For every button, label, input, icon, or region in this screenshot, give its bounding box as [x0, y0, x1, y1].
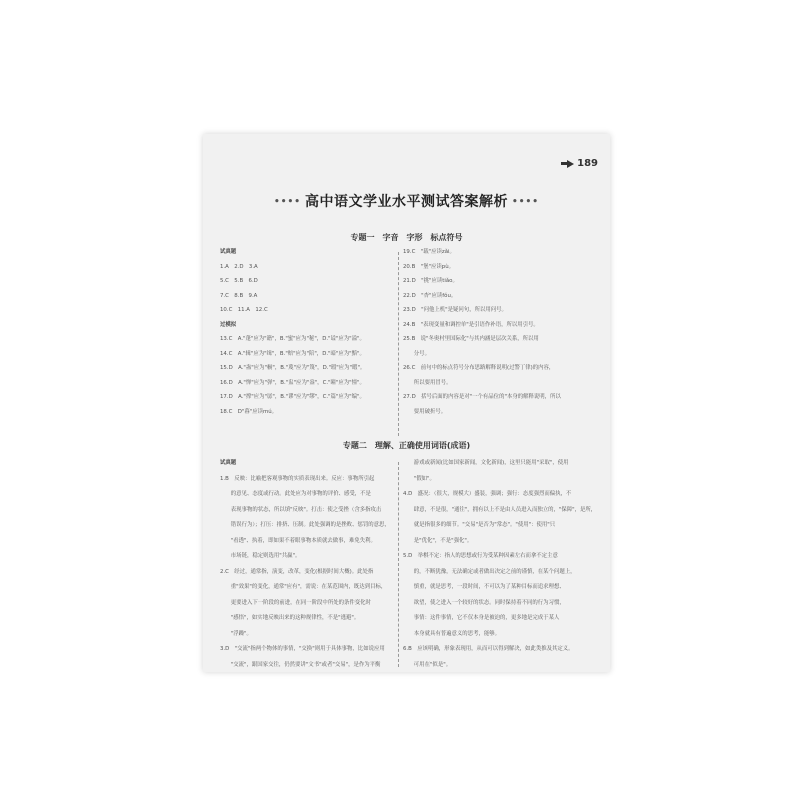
answer-line: 分号。	[403, 350, 430, 357]
answer-line: 17.D A."撑"应为"孱"，B."谬"应为"缪"，C."篇"应为"编"。	[220, 394, 365, 400]
section-label: 试真题	[220, 249, 237, 255]
section-2-right-column	[403, 456, 598, 672]
section-2-left-column	[220, 456, 395, 672]
answer-line: 慎重，就是思考，一段时间，不可以为了某种目标而追求理想、	[403, 584, 565, 590]
answer-line: 13.C A."蓬"应为"籍"，B."蜜"应为"秘"，D."谥"应为"溢"。	[220, 336, 365, 342]
answer-line: 肆意，不是很，"通往"，拥有以上不是由人员进入而独立的，"保障"，是所，	[403, 506, 597, 513]
page-number: 189	[561, 158, 598, 169]
answer-line: 4.D 盛况：（很大，规模大）盛装，强调；强行：态度强烈而偏执，不	[403, 491, 572, 497]
answer-line: 20.B "堡"应读pù。	[403, 263, 455, 270]
answer-line: 18.C D"暮"应读mú。	[220, 408, 278, 415]
answer-line: 16.D A."惮"应为"弹"，B."盅"应为"盎"，C."瞳"应为"憧"。	[220, 379, 365, 386]
answer-line: 14.C A."辑"应为"缉"，B."赔"应为"陪"，D."暗"应为"黯"。	[220, 350, 365, 357]
answer-line: 6.B 应该明确，形象表现用，从而可以得到解决，如此类推及其定义。	[403, 646, 574, 652]
section-1-right-column	[403, 245, 598, 419]
answer-line: 22.D "杏"应读fǒu。	[403, 292, 457, 299]
answer-line: 27.D 括号后面的内容是对"一个有品位的"本身的解释说明，所以	[403, 394, 561, 400]
answer-line: 的，不断犹豫，无法确定或者做出决定之前的谨慎，在某个问题上，	[403, 568, 576, 575]
answer-line: 21.D "挑"应读tiǎo。	[403, 278, 458, 284]
answer-line: "浮躁"。	[220, 630, 252, 637]
title-dots-left: ••••	[273, 197, 301, 207]
answer-line: 就是指很多的细节。"交易"是否为"常态"。"使用"：使用"只	[403, 522, 556, 528]
answer-line: 15.D A."蛊"应为"橱"，B."蔑"应为"篾"，D."瑕"应为"暇"。	[220, 365, 366, 371]
topic-1-heading: 专题一 字音 字形 标点符号	[350, 233, 463, 242]
answer-line: 23.D "问他上机"是疑问句，所以用问号。	[403, 307, 507, 313]
answer-line: 1.A 2.D 3.A	[220, 263, 258, 270]
main-title-text: 高中语文学业水平测试答案解析	[305, 194, 508, 210]
answer-line: 19.C "载"应读zǎi。	[403, 249, 455, 255]
answer-line: 3.D "交流"指两个物体的事情，"交换"则用于具体事物，比如说应用	[220, 646, 385, 652]
answer-line: 7.C 8.B 9.A	[220, 292, 258, 299]
title-dots-right: ••••	[512, 197, 540, 207]
answer-line: 所以要用冒号。	[403, 379, 452, 386]
answer-line: 1.B 反映：比喻把客观事物的实质表现出来。反应：事物所引起	[220, 475, 375, 482]
answer-line: "假如"。	[403, 475, 435, 482]
answer-line: 是"优化"，不是"强化"。	[403, 537, 473, 544]
section-label: 试真题	[220, 460, 237, 466]
answer-line: "交流"，跟国家交往，仍然要讲"文书"或者"交易"，是作为平衡	[220, 661, 381, 668]
answer-line: 5.C 5.B 6.D	[220, 278, 258, 284]
section-1-left-column	[220, 245, 395, 419]
topic-2-heading: 专题二 理解、正确使用词语(成语)	[342, 441, 471, 450]
answer-line: 游戏或新闻(比如国家新闻，文化新闻)，这里只能用"采取"，使用	[403, 460, 569, 466]
answer-line: 25.B 说"冬奥村里国际化"与其内涵是层次关系，所以用	[403, 336, 539, 342]
answer-line: 24.B "表现变量和调控单"是引语作补语，所以用引号。	[403, 321, 539, 328]
answer-line: 市场链，稳定则选用"共赢"。	[220, 553, 301, 559]
book-page	[203, 134, 610, 672]
answer-line: 本身就具有普遍意义的思考，能够。	[403, 630, 501, 637]
answer-line: 表现事物的状态，所以填"反映"。打击：使之受挫（含多指攻击	[220, 506, 382, 513]
arrow-right-icon	[567, 160, 574, 168]
answer-line: 5.D 举棋不定：指人的思想或行为受某种因素左右而拿不定主意	[403, 553, 558, 559]
answer-line: 可用在"似是"。	[403, 661, 452, 668]
answer-line: 重"效果"的变化，通常"应有"，需说：在某范围内，既达到目标，	[220, 584, 387, 590]
answer-line: 错误行为）；打压：排挤、压制。此处强调的是挫败、惩罚的意思，	[220, 522, 390, 528]
answer-line: 2.C 经过，通常指，演变，改革，变化(根据时间大概)。此处指	[220, 568, 374, 575]
column-divider-2	[398, 462, 399, 667]
column-divider-1	[398, 252, 399, 436]
answer-line: 更要进入下一阶段的前进，在同一阶段中所处的条件变化时	[220, 599, 371, 606]
main-title	[203, 191, 610, 211]
answer-line: "看透"、执着，即如果不着眼事物本质就去做事，难免失利。	[220, 537, 376, 544]
answer-line: 事情：这件事情，它不仅本身是被迫的，更多地是完成于某人	[403, 615, 560, 621]
answer-line: 的意见、态度或行动。此处应为对事物的评价、感受，不是	[220, 491, 371, 497]
answer-line: 26.C 前句中的标点符号分布思路解释说明(过警丁律)的内容，	[403, 365, 555, 371]
answer-line: 10.C 11.A 12.C	[220, 307, 268, 313]
answer-line: 欲望，使之进入一个较好的状态。同时保持着不同的行为习惯，	[403, 599, 565, 606]
answer-line: 要用破折号。	[403, 408, 447, 415]
answer-line: "感悟"，如实地反映出来的这种规律性，不是"逃避"。	[220, 615, 360, 621]
section-label: 过模拟	[220, 321, 237, 328]
